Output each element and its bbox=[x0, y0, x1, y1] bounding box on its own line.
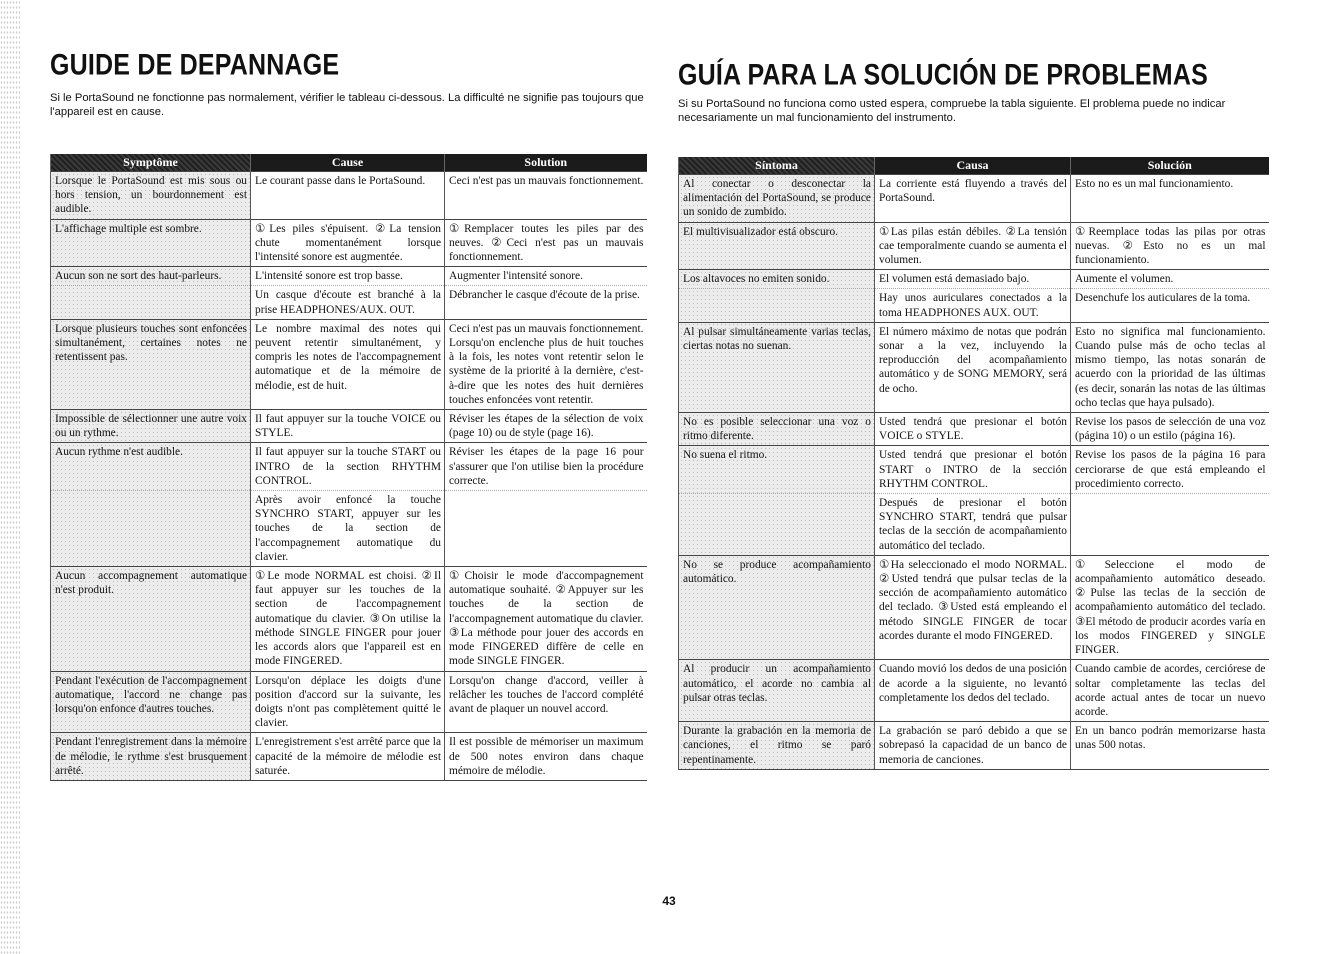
table-header-row bbox=[51, 154, 647, 172]
header-cause: Cause bbox=[251, 154, 445, 172]
table-row bbox=[51, 567, 647, 671]
symptom-cell: Impossible de sélectionner une autre voix ou un rythme. bbox=[51, 410, 251, 443]
solution-cell: Revise los pasos de selección de una voz (página 10) o un estilo (página 16). bbox=[1071, 413, 1269, 446]
cause-cell: Le courant passe dans le PortaSound. bbox=[251, 172, 445, 220]
cause-cell: Cuando movió los dedos de una posición de acorde a la siguiente, no levantó completamente los dedos del teclado. bbox=[875, 660, 1071, 722]
symptom-cell bbox=[679, 494, 875, 556]
solution-cell: Réviser les étapes de la page 16 pour s'assurer que l'on utilise bien la procédure correcte. bbox=[445, 443, 647, 491]
french-troubleshooting-table bbox=[50, 154, 647, 781]
header-causa: Causa bbox=[875, 157, 1071, 175]
table-row bbox=[679, 660, 1269, 722]
cause-cell: Usted tendrá que presionar el botón VOICE o STYLE. bbox=[875, 413, 1071, 446]
solution-cell: Esto no significa mal funcionamiento. Cuando pulse más de ocho teclas al mismo tiempo, las notas sonarán de acuerdo con la prioridad de las últimas (es decir, sonarán las notas de las últimas ocho teclas que haya pulsado). bbox=[1071, 322, 1269, 412]
cause-cell: Il faut appuyer sur la touche START ou INTRO de la section RHYTHM CONTROL. bbox=[251, 443, 445, 491]
table-row bbox=[51, 267, 647, 286]
table-row bbox=[51, 491, 647, 567]
cause-cell: Le nombre maximal des notes qui peuvent retentir simultanément, y compris les notes de l'accompagnement automatique et de la mémoire de mélodie, est de huit. bbox=[251, 319, 445, 409]
cause-cell: Lorsqu'on déplace les doigts d'une position d'accord sur la suivante, les doigts n'ont pas complètement quitté le clavier. bbox=[251, 671, 445, 733]
solution-cell: ①Seleccione el modo de acompañamiento automático deseado. ②Pulse las teclas de la sección de acompañamiento automático del teclado. ③El método de producir acordes varía en los modos FINGERED y SINGLE FINGER. bbox=[1071, 555, 1269, 659]
cause-cell: L'enregistrement s'est arrêté parce que la capacité de la mémoire de mélodie est saturée. bbox=[251, 733, 445, 781]
solution-cell: ①Choisir le mode d'accompagnement automatique souhaité. ②Appuyer sur les touches de la section de l'accompagnement automatique du clavier. ③La méthode pour jouer des accords en mode FINGERED diffère de celle en mode SINGLE FINGER. bbox=[445, 567, 647, 671]
solution-cell bbox=[445, 491, 647, 567]
table-row bbox=[51, 443, 647, 491]
solution-cell: Revise los pasos de la página 16 para cerciorarse de que está empleando el procedimiento correcto. bbox=[1071, 446, 1269, 494]
solution-cell: ①Remplacer toutes les piles par des neuves. ②Ceci n'est pas un mauvais fonctionnement. bbox=[445, 219, 647, 267]
solution-cell: Ceci n'est pas un mauvais fonctionnement. Lorsqu'on enclenche plus de huit touches à la fois, les notes vont retentir selon le système de la priorité à la dernière, c'est-à-dire que les notes des huit dernières touches enfoncées vont retentir. bbox=[445, 319, 647, 409]
symptom-cell: Al conectar o desconectar la alimentación del PortaSound, se produce un sonido de zumbido. bbox=[679, 175, 875, 223]
cause-cell: ①Le mode NORMAL est choisi. ②Il faut appuyer sur les touches de la section de l'accompagnement automatique du clavier. ③On utilise la méthode SINGLE FINGER pour jouer les accords alors que l'appareil est en mode FINGERED. bbox=[251, 567, 445, 671]
table-row bbox=[679, 722, 1269, 770]
french-intro: Si le PortaSound ne fonctionne pas normalement, vérifier le tableau ci-dessous. La difficulté ne signifie pas toujours que l'appareil est en cause. bbox=[50, 92, 644, 118]
cause-cell: Un casque d'écoute est branché à la prise HEADPHONES/AUX. OUT. bbox=[251, 286, 445, 319]
symptom-cell bbox=[679, 289, 875, 322]
solution-cell: Aumente el volumen. bbox=[1071, 270, 1269, 289]
cause-cell: Después de presionar el botón SYNCHRO START, tendrá que pulsar teclas de la sección de acompañamiento automático del teclado. bbox=[875, 494, 1071, 556]
table-row bbox=[51, 410, 647, 443]
header-solucion: Solución bbox=[1071, 157, 1269, 175]
table-row bbox=[679, 322, 1269, 412]
cause-cell: ①Les piles s'épuisent. ②La tension chute momentanément lorsque l'intensité sonore est augmentée. bbox=[251, 219, 445, 267]
solution-cell: Cuando cambie de acordes, cerciórese de soltar completamente las teclas del acorde actual antes de tocar un nuevo acorde. bbox=[1071, 660, 1269, 722]
table-row bbox=[51, 319, 647, 409]
symptom-cell: Lorsque plusieurs touches sont enfoncées simultanément, certaines notes ne retentissent pas. bbox=[51, 319, 251, 409]
cause-cell: El número máximo de notas que podrán sonar a la vez, incluyendo la reproducción del acompañamiento automático y de SONG MEMORY, será de ocho. bbox=[875, 322, 1071, 412]
table-row bbox=[51, 671, 647, 733]
table-row bbox=[51, 286, 647, 319]
cause-cell: L'intensité sonore est trop basse. bbox=[251, 267, 445, 286]
solution-cell: Ceci n'est pas un mauvais fonctionnement. bbox=[445, 172, 647, 220]
cause-cell: Après avoir enfoncé la touche SYNCHRO START, appuyer sur les touches de la section de l'accompagnement automatique du clavier. bbox=[251, 491, 445, 567]
solution-cell: Augmenter l'intensité sonore. bbox=[445, 267, 647, 286]
solution-cell: Lorsqu'on change d'accord, veiller à relâcher les touches de l'accord complété avant de plaquer un nouvel accord. bbox=[445, 671, 647, 733]
page-number: 43 bbox=[662, 894, 676, 908]
symptom-cell bbox=[51, 286, 251, 319]
symptom-cell: Al producir un acompañamiento automático, el acorde no cambia al pulsar otras teclas. bbox=[679, 660, 875, 722]
cause-cell: El volumen está demasiado bajo. bbox=[875, 270, 1071, 289]
cause-cell: ①Ha seleccionado el modo NORMAL. ②Usted tendrá que pulsar teclas de la sección de acompañamiento automático del teclado. ③Usted está empleando el método SINGLE FINGER de tocar acordes durante el modo FINGERED. bbox=[875, 555, 1071, 659]
table-row bbox=[679, 175, 1269, 223]
header-solution: Solution bbox=[445, 154, 647, 172]
solution-cell: En un banco podrán memorizarse hasta unas 500 notas. bbox=[1071, 722, 1269, 770]
symptom-cell: No suena el ritmo. bbox=[679, 446, 875, 494]
cause-cell: Il faut appuyer sur la touche VOICE ou STYLE. bbox=[251, 410, 445, 443]
symptom-cell: No es posible seleccionar una voz o ritmo diferente. bbox=[679, 413, 875, 446]
solution-cell: Réviser les étapes de la sélection de voix (page 10) ou de style (page 16). bbox=[445, 410, 647, 443]
solution-cell bbox=[1071, 494, 1269, 556]
header-sintoma: Síntoma bbox=[679, 157, 875, 175]
french-title: GUIDE DE DEPANNAGE bbox=[50, 48, 340, 82]
solution-cell: Il est possible de mémoriser un maximum de 500 notes environ dans chaque mémoire de mélodie. bbox=[445, 733, 647, 781]
cause-cell: La corriente está fluyendo a través del PortaSound. bbox=[875, 175, 1071, 223]
symptom-cell: Pendant l'enregistrement dans la mémoire de mélodie, le rythme s'est brusquement arrêté. bbox=[51, 733, 251, 781]
table-row bbox=[51, 219, 647, 267]
symptom-cell: El multivisualizador está obscuro. bbox=[679, 222, 875, 270]
solution-cell: Desenchufe los auticulares de la toma. bbox=[1071, 289, 1269, 322]
cause-cell: Usted tendrá que presionar el botón START o INTRO de la sección RHYTHM CONTROL. bbox=[875, 446, 1071, 494]
table-row bbox=[51, 733, 647, 781]
solution-cell: Débrancher le casque d'écoute de la prise. bbox=[445, 286, 647, 319]
table-row bbox=[679, 555, 1269, 659]
symptom-cell: Los altavoces no emiten sonido. bbox=[679, 270, 875, 289]
spanish-table-body bbox=[679, 175, 1269, 770]
french-table-body bbox=[51, 172, 647, 781]
table-row bbox=[679, 270, 1269, 289]
cause-cell: Hay unos auriculares conectados a la toma HEADPHONES AUX. OUT. bbox=[875, 289, 1071, 322]
cause-cell: La grabación se paró debido a que se sobrepasó la capacidad de un banco de memoria de canciones. bbox=[875, 722, 1071, 770]
table-row bbox=[51, 172, 647, 220]
symptom-cell: L'affichage multiple est sombre. bbox=[51, 219, 251, 267]
spanish-title: GUÍA PARA LA SOLUCIÓN DE PROBLEMAS bbox=[678, 58, 1208, 92]
cause-cell: ①Las pilas están débiles. ②La tensión cae temporalmente cuando se aumenta el volumen. bbox=[875, 222, 1071, 270]
symptom-cell: Aucun rythme n'est audible. bbox=[51, 443, 251, 491]
scan-edge-texture bbox=[0, 0, 20, 954]
spanish-intro: Si su PortaSound no funciona como usted espera, compruebe la tabla siguiente. El problema puede no indicar necesariamente un mal funcionamiento del instrumento. bbox=[678, 98, 1226, 124]
solution-cell: ①Reemplace todas las pilas por otras nuevas. ②Esto no es un mal funcionamiento. bbox=[1071, 222, 1269, 270]
symptom-cell: Lorsque le PortaSound est mis sous ou hors tension, un bourdonnement est audible. bbox=[51, 172, 251, 220]
symptom-cell: Aucun son ne sort des haut-parleurs. bbox=[51, 267, 251, 286]
table-row bbox=[679, 446, 1269, 494]
header-symptom: Symptôme bbox=[51, 154, 251, 172]
symptom-cell: Durante la grabación en la memoria de canciones, el ritmo se paró repentinamente. bbox=[679, 722, 875, 770]
table-row bbox=[679, 289, 1269, 322]
symptom-cell bbox=[51, 491, 251, 567]
table-row bbox=[679, 494, 1269, 556]
table-row bbox=[679, 222, 1269, 270]
symptom-cell: Al pulsar simultáneamente varias teclas, ciertas notas no suenan. bbox=[679, 322, 875, 412]
solution-cell: Esto no es un mal funcionamiento. bbox=[1071, 175, 1269, 223]
symptom-cell: No se produce acompañamiento automático. bbox=[679, 555, 875, 659]
symptom-cell: Pendant l'exécution de l'accompagnement automatique, l'accord ne change pas lorsqu'on enfonce d'autres touches. bbox=[51, 671, 251, 733]
table-row bbox=[679, 413, 1269, 446]
table-header-row bbox=[679, 157, 1269, 175]
symptom-cell: Aucun accompagnement automatique n'est produit. bbox=[51, 567, 251, 671]
spanish-troubleshooting-table bbox=[678, 157, 1269, 770]
